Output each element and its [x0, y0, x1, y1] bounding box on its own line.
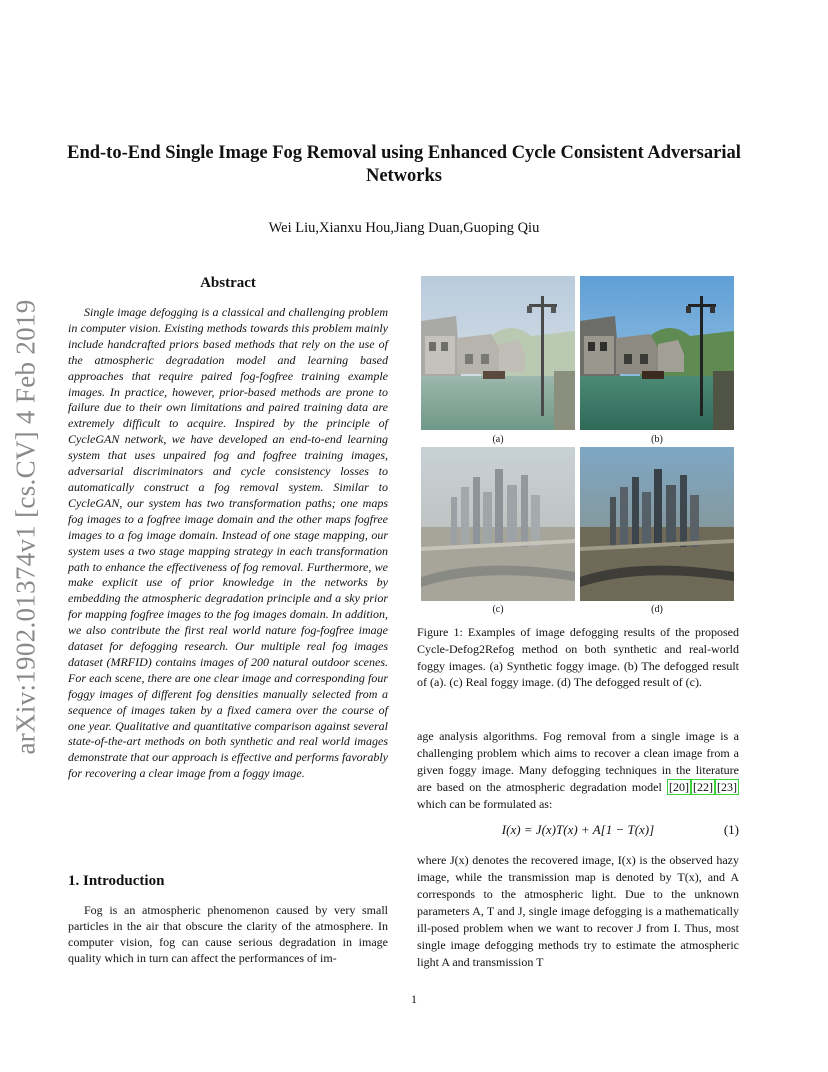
paragraph-text-after-citations: which can be formulated as: [417, 797, 553, 811]
right-column-paragraph-1 [417, 728, 739, 813]
figure-label-a: (a) [492, 434, 504, 445]
citation-link[interactable]: [23] [717, 780, 737, 794]
introduction-heading: 1. Introduction [68, 873, 165, 889]
abstract-text: Single image defogging is a classical and challenging problem in computer vision. Existing methods towards this problem mainly include handcrafted priors based methods that rely on the use of the atmospheric degradation model and learning based approaches that require paired fog-fogfree training example images. In practice, however, prior-based methods are prone to failure due to their own limitations and paired training data are extremely difficult to acquire. Inspired by the principle of CycleGAN network, we have developed an end-to-end learning system that uses unpaired fog and fogfree training images, adversarial discriminators and cycle consistency losses to automatically construct a fog removal system. Similar to CycleGAN, our system has two transformation paths; one maps fog images to a fogfree image domain and the other maps fogfree images to a fog image domain. Instead of one stage mapping, our system uses a two stage mapping strategy in each transformation path to enhance the effectiveness of fog removal. Furthermore, we make explicit use of prior knowledge in the networks by embedding the atmospheric degradation principle and a sky prior for mapping fogfree images to the fog images domain. In addition, we also contribute the first real world nature fog-fogfree image dataset for defogging research. Our multiple real fog images dataset (MRFID) contains images of 200 natural outdoor scenes. For each scene, there are one clear image and corresponding four foggy images of different fog densities manually selected from a sequence of images taken by a fixed camera over the course of one year. Qualitative and quantitative comparison against several state-of-the-art methods on both synthetic and real world images demonstrate that our approach is effective and performs favorably for recovering a clear image from a foggy image. [68, 305, 388, 781]
equation-number: (1) [723, 822, 739, 837]
arxiv-identifier: arXiv:1902.01374v1 [cs.CV] 4 Feb 2019 [10, 299, 41, 755]
author-list: Wei Liu,Xianxu Hou,Jiang Duan,Guoping Qiu [268, 220, 540, 236]
paragraph-text-before-citations: age analysis algorithms. Fog removal from a single image is a challenging problem which aims to recover a clean image from a given foggy image. Many defogging techniques in the literature are based on the atmospheric degradation model [417, 729, 739, 794]
right-column-paragraph-2: where J(x) denotes the recovered image, I(x) is the observed hazy image, while the transmission map is denoted by T(x), and A corresponds to the atmospheric light. Due to the unknown parameters A, T and J, single image defogging is a mathematically ill-posed problem when we want to recover J from I. Thus, most single image defogging methods try to estimate the atmospheric light A and transmission T [417, 853, 739, 969]
figure-panel-d [580, 447, 734, 601]
paper-title: End-to-End Single Image Fog Removal using Enhanced Cycle Consistent Adversarial Networks [67, 143, 741, 186]
citation-link[interactable]: [22] [693, 780, 713, 794]
figure-panel-a [421, 276, 575, 430]
figure-label-d: (d) [651, 604, 663, 615]
figure-panel-b [580, 276, 734, 430]
figure-label-b: (b) [651, 434, 663, 445]
equation-body: I(x) = J(x)T(x) + A[1 − T(x)] [501, 822, 655, 837]
abstract-heading: Abstract [200, 275, 256, 291]
page-number: 1 [411, 992, 417, 1006]
figure-panel-c [421, 447, 575, 601]
figure-label-c: (c) [492, 604, 504, 615]
figure-caption: Figure 1: Examples of image defogging results of the proposed Cycle-Defog2Refog method on both synthetic and real-world foggy images. (a) Synthetic foggy image. (b) The defogged result of (a). (c) Real foggy image. (d) The defogged result of (c). [417, 625, 739, 690]
introduction-text: Fog is an atmospheric phenomenon caused by very small particles in the air that obscure the clarity of the atmosphere. In computer vision, fog can cause serious degradation in image quality which in turn can affect the performances of im- [68, 903, 388, 965]
arxiv-sidebar [4, 292, 48, 762]
citation-link[interactable]: [20] [669, 780, 689, 794]
